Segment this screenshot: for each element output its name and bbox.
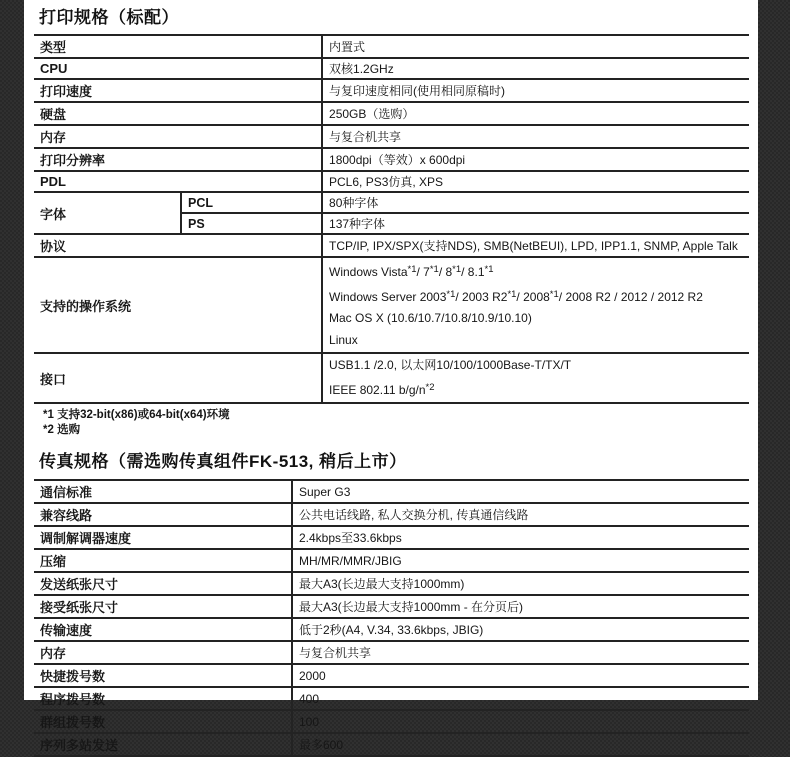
row-value: 1800dpi（等效）x 600dpi	[322, 148, 749, 171]
table-row	[34, 234, 749, 257]
row-value: 低于2秒(A4, V.34, 33.6kbps, JBIG)	[292, 618, 749, 641]
row-label: CPU	[40, 61, 68, 76]
row-label: PDL	[40, 174, 66, 189]
row-label: 内存	[40, 646, 67, 661]
row-label: 接口	[40, 371, 67, 387]
table-row	[34, 503, 749, 526]
fax-spec-table	[34, 479, 749, 757]
footnote-2: *2 选购	[43, 424, 81, 436]
row-label: 支持的操作系统	[40, 298, 132, 314]
row-value: 2.4kbps至33.6kbps	[292, 526, 749, 549]
table-row	[34, 526, 749, 549]
row-value: PCL6, PS3仿真, XPS	[322, 171, 749, 192]
row-label: 内存	[40, 130, 67, 145]
row-sublabel: PCL	[181, 192, 322, 213]
row-label: 类型	[40, 40, 67, 55]
table-row	[34, 572, 749, 595]
row-label: 调制解调器速度	[40, 531, 132, 546]
row-label: 字体	[40, 206, 67, 222]
row-value: 80种字体	[322, 192, 749, 213]
table-row	[34, 641, 749, 664]
table-row	[34, 664, 749, 687]
spec-sheet-panel	[24, 0, 758, 753]
table-row	[34, 79, 749, 102]
row-value: 内置式	[322, 35, 749, 58]
table-row	[34, 125, 749, 148]
interface-line: USB1.1 /2.0, 以太网10/100/1000Base-T/TX/T	[329, 358, 572, 372]
table-row	[34, 171, 749, 192]
row-value: 与复合机共享	[322, 125, 749, 148]
row-value: 最多600	[292, 733, 749, 756]
row-value: TCP/IP, IPX/SPX(支持NDS), SMB(NetBEUI), LPD, IPP1.1, SNMP, Apple Talk	[322, 234, 749, 257]
row-label: 程序拨号数	[40, 692, 106, 707]
table-row	[34, 192, 749, 213]
table-row	[34, 687, 749, 710]
print-spec-title: 打印规格（标配）	[39, 8, 179, 27]
row-label: 传输速度	[40, 623, 93, 638]
table-row	[34, 257, 749, 353]
row-value: 100	[292, 710, 749, 733]
row-label: 序列多站发送	[40, 738, 119, 753]
row-value: 与复印速度相同(使用相同原稿时)	[322, 79, 749, 102]
table-row	[34, 480, 749, 503]
table-row	[34, 618, 749, 641]
row-value: 与复合机共享	[292, 641, 749, 664]
row-value	[322, 257, 749, 353]
row-value	[322, 353, 749, 403]
os-line: Mac OS X (10.6/10.7/10.8/10.9/10.10)	[329, 311, 532, 325]
row-value: 最大A3(长边最大支持1000mm)	[292, 572, 749, 595]
fax-spec-title: 传真规格（需选购传真组件FK-513, 稍后上市）	[39, 452, 407, 471]
row-value: 250GB（选购）	[322, 102, 749, 125]
footnotes	[43, 408, 758, 438]
print-spec-table	[34, 34, 749, 404]
row-value: 137种字体	[322, 213, 749, 234]
row-label: 群组拨号数	[40, 715, 106, 730]
row-value: 公共电话线路, 私人交换分机, 传真通信线路	[292, 503, 749, 526]
row-value: MH/MR/MMR/JBIG	[292, 549, 749, 572]
row-sublabel: PS	[181, 213, 322, 234]
table-row	[34, 733, 749, 756]
table-row	[34, 35, 749, 58]
row-label: 接受纸张尺寸	[40, 600, 119, 615]
row-label: 打印分辨率	[40, 153, 106, 168]
row-label: 打印速度	[40, 84, 93, 99]
row-label: 硬盘	[40, 107, 67, 122]
row-label: 协议	[40, 239, 67, 254]
row-value: 双核1.2GHz	[322, 58, 749, 79]
table-row	[34, 102, 749, 125]
os-line: Windows Server 2003$^{*1}$/ 2003 R2$^{*1}$/ 2008$^{*1}$/ 2008 R2 / 2012 / 2012 R2	[329, 288, 703, 304]
row-label: 压缩	[40, 554, 67, 569]
row-label: 通信标准	[40, 485, 93, 500]
interface-line: IEEE 802.11 $b/g/n^{*2}$	[329, 381, 435, 397]
table-row	[34, 58, 749, 79]
row-value: Super G3	[292, 480, 749, 503]
os-line: Windows Vista$^{*1}$/ 7$^{*1}$/ 8$^{*1}$/ 8.1$^{*1}$	[329, 264, 494, 279]
row-value: 最大A3(长边最大支持1000mm - 在分页后)	[292, 595, 749, 618]
row-label: 快捷拨号数	[40, 669, 106, 684]
table-row	[34, 549, 749, 572]
row-value: 400	[292, 687, 749, 710]
row-label: 发送纸张尺寸	[40, 577, 119, 592]
table-row	[34, 353, 749, 403]
table-row	[34, 148, 749, 171]
row-value: 2000	[292, 664, 749, 687]
table-row	[34, 595, 749, 618]
os-line: Linux	[329, 332, 358, 347]
footnote-1: *1 支持32-bit(x86)或64-bit(x64)环境	[43, 409, 230, 421]
row-label: 兼容线路	[40, 508, 93, 523]
